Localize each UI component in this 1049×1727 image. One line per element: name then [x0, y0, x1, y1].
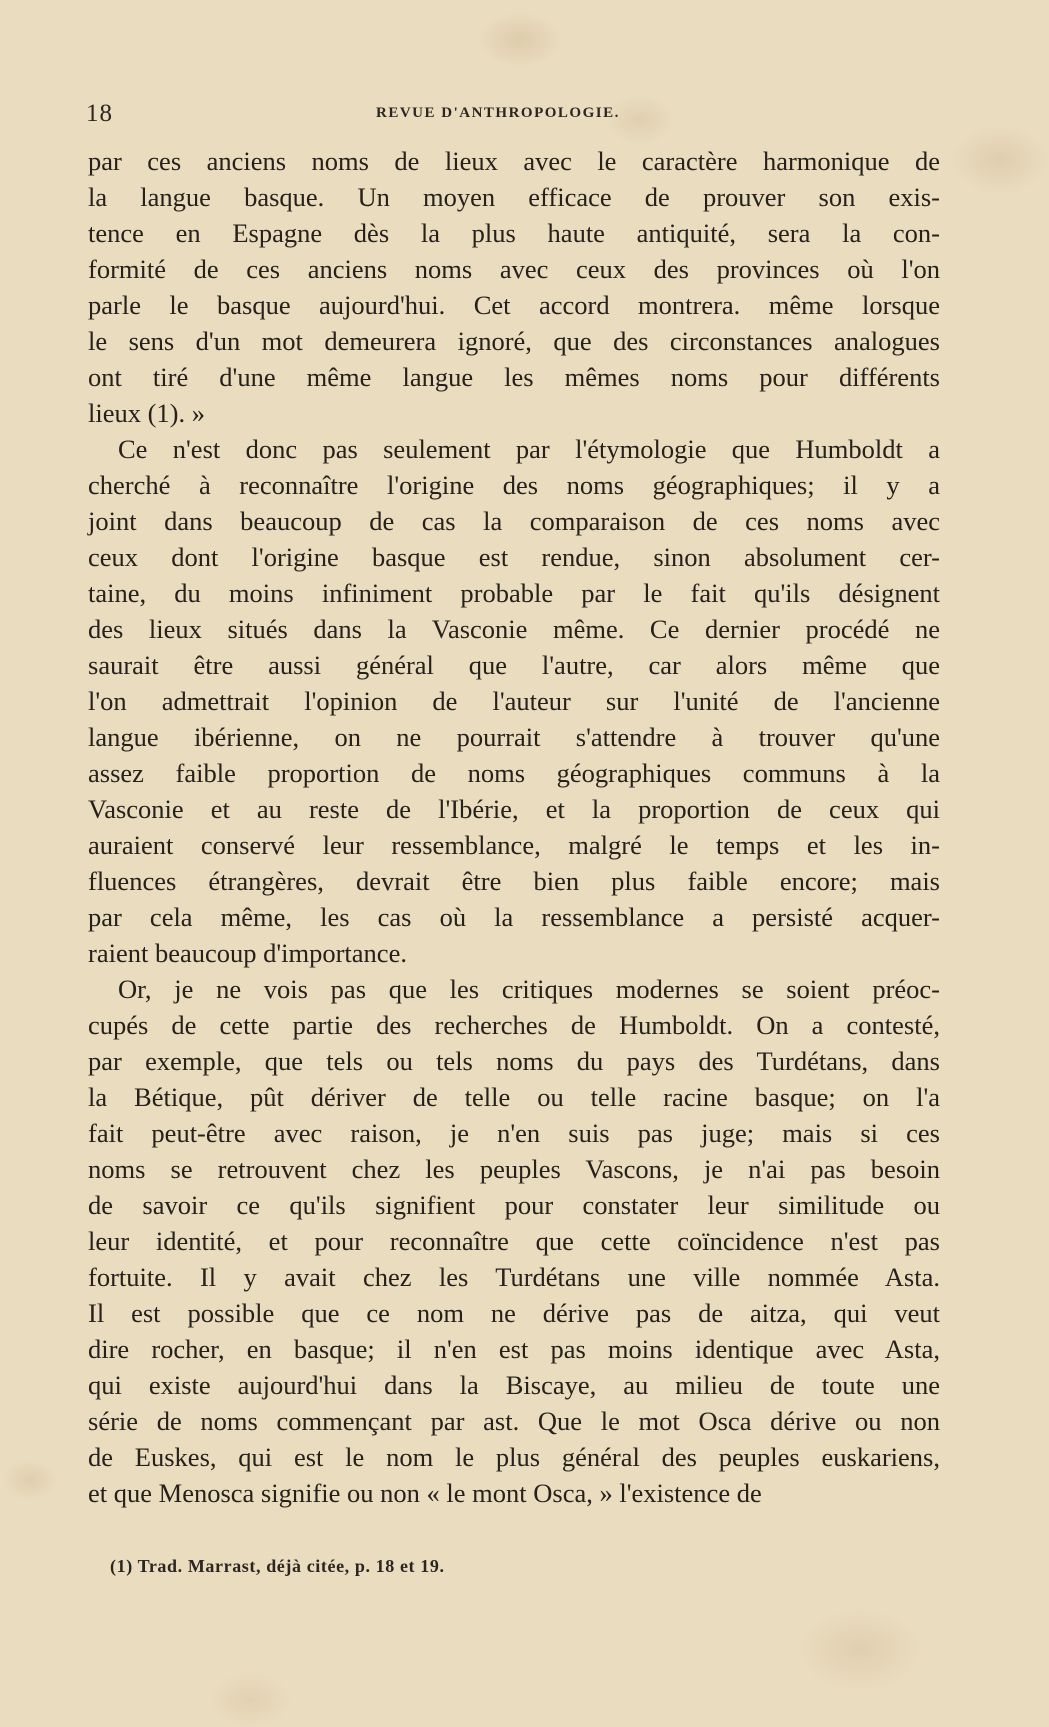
text-line: raient beaucoup d'importance. [88, 938, 407, 968]
text-line: langue ibérienne, on ne pourrait s'attendre à trouver qu'une [88, 722, 940, 752]
footnote: (1) Trad. Marrast, déjà citée, p. 18 et 19. [110, 1556, 445, 1576]
text-line: cherché à reconnaître l'origine des noms géographiques; il y a [88, 470, 940, 500]
text-line: joint dans beaucoup de cas la comparaison de ces noms avec [88, 506, 940, 536]
page-header [84, 100, 940, 130]
text-line: le sens d'un mot demeurera ignoré, que des circonstances analogues [88, 326, 940, 356]
text-line: auraient conservé leur ressemblance, malgré le temps et les in- [88, 830, 940, 860]
text-line: tence en Espagne dès la plus haute antiquité, sera la con- [88, 218, 940, 248]
text-line: par exemple, que tels ou tels noms du pays des Turdétans, dans [88, 1046, 940, 1076]
text-line: leur identité, et pour reconnaître que cette coïncidence n'est pas [88, 1226, 940, 1256]
text-line: fluences étrangères, devrait être bien plus faible encore; mais [88, 866, 940, 896]
page-number: 18 [86, 100, 113, 127]
text-line: Ce n'est donc pas seulement par l'étymologie que Humboldt a [118, 434, 940, 464]
text-line: fait peut-être avec raison, je n'en suis pas juge; mais si ces [88, 1118, 940, 1148]
text-line: fortuite. Il y avait chez les Turdétans une ville nommée Asta. [88, 1262, 940, 1292]
text-line: par cela même, les cas où la ressemblance a persisté acquer- [88, 902, 940, 932]
text-line: la Bétique, pût dériver de telle ou telle racine basque; on l'a [88, 1082, 940, 1112]
text-line: l'on admettrait l'opinion de l'auteur sur l'unité de l'ancienne [88, 686, 940, 716]
text-line: Il est possible que ce nom ne dérive pas de aitza, qui veut [88, 1298, 940, 1328]
text-line: taine, du moins infiniment probable par le fait qu'ils désignent [88, 578, 940, 608]
text-line: de savoir ce qu'ils signifient pour constater leur similitude ou [88, 1190, 940, 1220]
text-line: qui existe aujourd'hui dans la Biscaye, au milieu de toute une [88, 1370, 940, 1400]
text-line: noms se retrouvent chez les peuples Vascons, je n'ai pas besoin [88, 1154, 940, 1184]
text-line: la langue basque. Un moyen efficace de prouver son exis- [88, 182, 940, 212]
text-line: des lieux situés dans la Vasconie même. Ce dernier procédé ne [88, 614, 940, 644]
text-line: parle le basque aujourd'hui. Cet accord montrera. même lorsque [88, 290, 940, 320]
text-line: formité de ces anciens noms avec ceux des provinces où l'on [88, 254, 940, 284]
text-line: cupés de cette partie des recherches de Humboldt. On a contesté, [88, 1010, 940, 1040]
text-line: assez faible proportion de noms géographiques communs à la [88, 758, 940, 788]
text-line: dire rocher, en basque; il n'en est pas moins identique avec Asta, [88, 1334, 940, 1364]
text-line: de Euskes, qui est le nom le plus général des peuples euskariens, [88, 1442, 940, 1472]
text-line: saurait être aussi général que l'autre, car alors même que [88, 650, 940, 680]
text-line: ont tiré d'une même langue les mêmes noms pour différents [88, 362, 940, 392]
text-line: par ces anciens noms de lieux avec le caractère harmonique de [88, 146, 940, 176]
text-line: lieux (1). » [88, 398, 206, 428]
body-text [88, 143, 940, 1511]
text-line: série de noms commençant par ast. Que le mot Osca dérive ou non [88, 1406, 940, 1436]
text-line: ceux dont l'origine basque est rendue, sinon absolument cer- [88, 542, 940, 572]
text-line: Or, je ne vois pas que les critiques modernes se soient préoc- [118, 974, 940, 1004]
text-line: Vasconie et au reste de l'Ibérie, et la proportion de ceux qui [88, 794, 940, 824]
text-line: et que Menosca signifie ou non « le mont Osca, » l'existence de [88, 1478, 762, 1508]
running-head: REVUE D'ANTHROPOLOGIE. [376, 105, 620, 121]
